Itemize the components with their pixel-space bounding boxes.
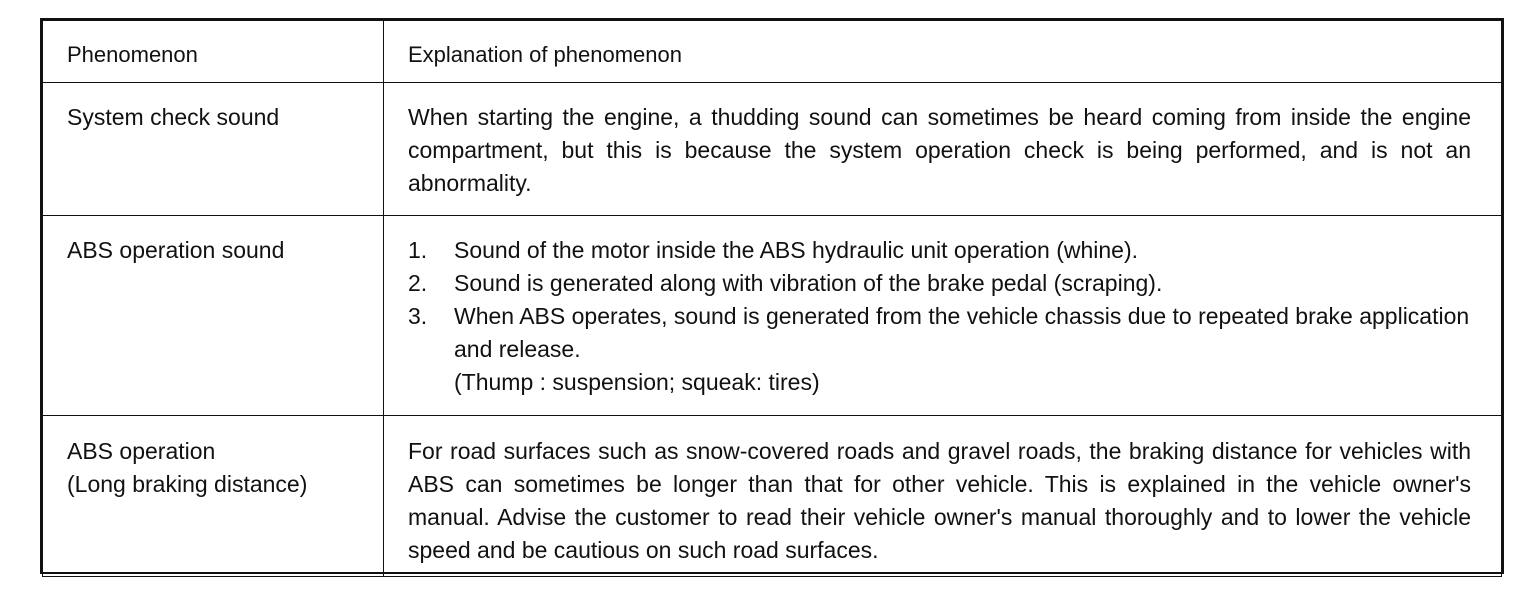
phenomenon-cell xyxy=(43,216,384,416)
header-cell-explanation xyxy=(384,21,1502,83)
list-item-text: Sound of the motor inside the ABS hydraulic unit operation (whine). xyxy=(454,237,1139,263)
phenomenon-cell xyxy=(43,83,384,216)
explanation-list xyxy=(408,234,1471,366)
header-phenomenon: Phenomenon xyxy=(67,42,198,67)
explanation-cell xyxy=(384,83,1502,216)
list-item xyxy=(408,300,1471,366)
phenomenon-label xyxy=(43,216,383,267)
phenomenon-line: ABS operation xyxy=(67,438,216,464)
explanation-text: For road surfaces such as snow-covered roads and gravel roads, the braking distance for vehicles with ABS can sometimes be longer than that for other vehicle. This is explained in the vehicle owner's manual. Advise the customer to read their vehicle owner's manual thoroughly and to lower the vehicle speed and be cautious on such road surfaces. xyxy=(408,438,1471,563)
list-item-text: Sound is generated along with vibration of the brake pedal (scraping). xyxy=(454,270,1163,296)
list-item-number: 3. xyxy=(408,303,428,329)
phenomenon-table xyxy=(40,18,1504,574)
list-item-text: When ABS operates, sound is generated from the vehicle chassis due to repeated brake application and release. xyxy=(454,303,1470,362)
phenomenon-line: ABS operation sound xyxy=(67,237,285,263)
list-item xyxy=(408,234,1471,267)
explanation-cell xyxy=(384,216,1502,416)
table-row xyxy=(43,216,1502,416)
phenomenon-line: System check sound xyxy=(67,104,280,130)
table-row xyxy=(43,83,1502,216)
list-item-number: 2. xyxy=(408,270,428,296)
header-cell-phenomenon xyxy=(43,21,384,83)
explanation-cell xyxy=(384,416,1502,577)
list-item-number: 1. xyxy=(408,237,428,263)
phenomenon-label xyxy=(43,83,383,134)
explanation-text: When starting the engine, a thudding sound can sometimes be heard coming from inside the engine compartment, but this is because the system operation check is being performed, and is not an abnormality. xyxy=(408,104,1471,196)
list-item xyxy=(408,267,1471,300)
table xyxy=(42,20,1502,577)
phenomenon-subline: (Long braking distance) xyxy=(67,471,308,497)
table-header-row xyxy=(43,21,1502,83)
phenomenon-label xyxy=(43,416,383,501)
phenomenon-cell xyxy=(43,416,384,577)
table-row xyxy=(43,416,1502,577)
explanation-note: (Thump : suspension; squeak: tires) xyxy=(454,369,820,395)
explanation-list-wrap xyxy=(384,216,1501,399)
header-explanation: Explanation of phenomenon xyxy=(408,42,682,67)
